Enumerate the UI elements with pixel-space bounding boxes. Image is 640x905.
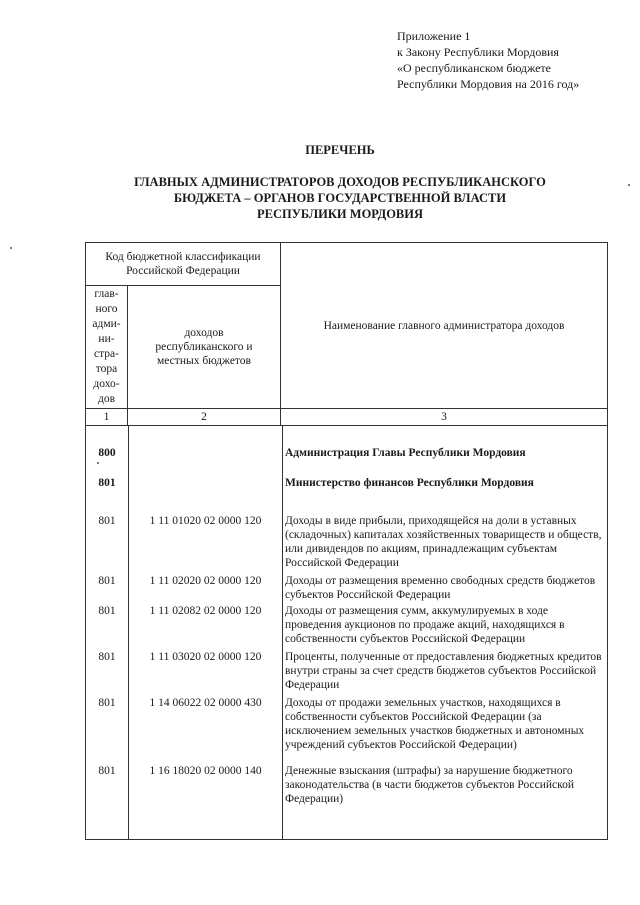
admin-name: Доходы от размещения временно свободных средств бюджетов субъектов Российской Федерации bbox=[285, 575, 596, 601]
title-line: ГЛАВНЫХ АДМИНИСТРАТОРОВ ДОХОДОВ РЕСПУБЛИКАНСКОГО bbox=[134, 175, 546, 189]
admin-name: Министерство финансов Республики Мордовия bbox=[285, 477, 534, 489]
income-code: 1 11 03020 02 0000 120 bbox=[149, 651, 262, 663]
admin-code: 801 bbox=[98, 477, 116, 489]
appendix-line: к Закону Республики Мордовия bbox=[397, 45, 559, 59]
column-number: 3 bbox=[281, 409, 608, 426]
header-main-admin-line: стра- bbox=[94, 348, 119, 360]
table-body bbox=[86, 426, 608, 840]
appendix-line: Республики Мордовия на 2016 год» bbox=[397, 77, 580, 91]
appendix-line: Приложение 1 bbox=[397, 29, 471, 43]
admin-code: 800 bbox=[98, 447, 116, 459]
title-line: БЮДЖЕТА – ОРГАНОВ ГОСУДАРСТВЕННОЙ ВЛАСТИ bbox=[173, 191, 507, 205]
appendix-note bbox=[397, 28, 637, 92]
admin-code: 801 bbox=[98, 605, 116, 617]
scan-speck bbox=[10, 247, 12, 249]
admin-code: 801 bbox=[98, 575, 116, 587]
title-line: РЕСПУБЛИКИ МОРДОВИЯ bbox=[256, 207, 424, 221]
admin-code: 801 bbox=[98, 515, 116, 527]
administrators-table bbox=[85, 242, 608, 840]
income-code: 1 11 02020 02 0000 120 bbox=[149, 575, 262, 587]
admin-code: 801 bbox=[98, 651, 116, 663]
header-admin-name: Наименование главного администратора доходов bbox=[281, 243, 608, 409]
admin-name: Денежные взыскания (штрафы) за нарушение бюджетного законодательства (в части бюджетов субъектов Российской Федерации) bbox=[285, 765, 575, 805]
header-income-code bbox=[128, 286, 281, 409]
admin-name: Администрация Главы Республики Мордовия bbox=[285, 447, 526, 459]
scan-speck bbox=[628, 184, 630, 186]
header-income-code-text: доходов республиканского и местных бюджетов bbox=[155, 327, 253, 367]
header-main-admin-line: адми- bbox=[92, 318, 121, 330]
title-heading: ПЕРЕЧЕНЬ bbox=[305, 143, 375, 157]
admin-name: Доходы от продажи земельных участков, находящихся в собственности субъектов Российской Федерации (за исключением земельных участков бюджетных и автономных учреждений субъектов Российской Федерации) bbox=[285, 697, 585, 751]
column-number: 2 bbox=[128, 409, 281, 426]
column-number: 1 bbox=[86, 409, 128, 426]
header-main-admin-line: тора bbox=[95, 363, 118, 375]
admin-code: 801 bbox=[98, 765, 116, 777]
header-main-admin-line: дохо- bbox=[93, 378, 120, 390]
admin-name: Доходы в виде прибыли, приходящейся на доли в уставных (складочных) капиталах хозяйственных товариществ и обществ, или дивидендов по акциям, принадлежащим субъектам Российской Федерации bbox=[285, 515, 602, 569]
income-code: 1 11 02082 02 0000 120 bbox=[149, 605, 262, 617]
income-code: 1 16 18020 02 0000 140 bbox=[149, 765, 262, 777]
header-main-admin-line: глав- bbox=[94, 288, 119, 300]
scan-speck bbox=[97, 462, 99, 464]
appendix-line: «О республиканском бюджете bbox=[397, 61, 552, 75]
income-code: 1 11 01020 02 0000 120 bbox=[149, 515, 262, 527]
admin-code: 801 bbox=[98, 697, 116, 709]
income-code: 1 14 06022 02 0000 430 bbox=[149, 697, 262, 709]
header-code-group: Код бюджетной классификации Российской Федерации bbox=[86, 243, 281, 286]
header-main-admin-line: дов bbox=[97, 393, 116, 405]
admin-name: Доходы от размещения сумм, аккумулируемых в ходе проведения аукционов по продаже акций, находящихся в собственности субъектов Российской Федерации bbox=[285, 605, 565, 645]
header-main-admin-line: ного bbox=[95, 303, 118, 315]
header-main-admin-line: ни- bbox=[98, 333, 115, 345]
header-main-admin bbox=[86, 286, 128, 409]
document-title bbox=[90, 142, 590, 222]
admin-name: Проценты, полученные от предоставления бюджетных кредитов внутри страны за счет средств бюджетов субъектов Российской Федерации bbox=[285, 651, 602, 691]
